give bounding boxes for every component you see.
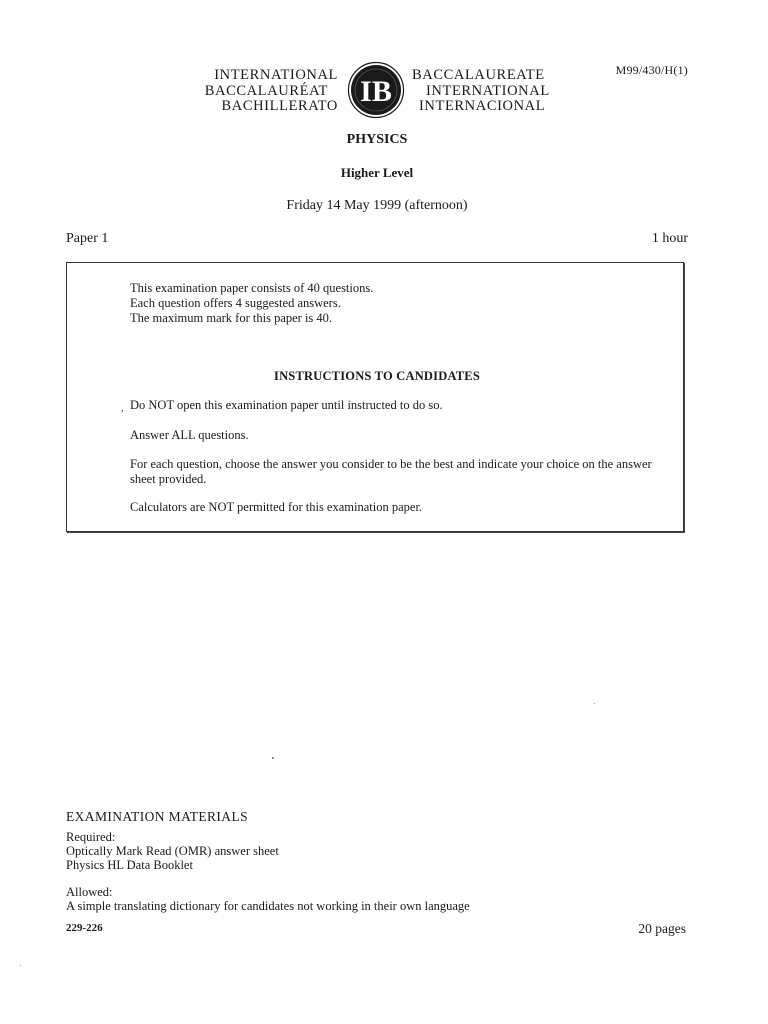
materials-label: Required:	[66, 830, 116, 844]
materials-item: A simple translating dictionary for candidates not working in their own language	[66, 899, 470, 913]
instruction-item: Answer ALL questions.	[130, 428, 249, 442]
header-right-line: INTERNACIONAL	[419, 98, 546, 114]
header-left-text	[190, 68, 338, 115]
header-left-line: INTERNATIONAL	[214, 67, 338, 83]
materials-required	[66, 830, 279, 872]
speck-mark	[20, 965, 21, 966]
paper-code: M99/430/H(1)	[615, 63, 688, 77]
ib-logo-icon	[347, 61, 405, 119]
stray-mark-icon: ,	[121, 403, 124, 414]
header-right-line: BACCALAUREATE	[412, 67, 545, 83]
instruction-item: For each question, choose the answer you consider to be the best and indicate your choice on the answer sheet provided.	[130, 457, 652, 486]
header-left-line: BACCALAURÉAT	[204, 82, 328, 99]
materials-allowed	[66, 885, 470, 913]
paper-name: Paper 1	[66, 231, 109, 246]
page-count: 20 pages	[638, 921, 686, 936]
header-right-text	[412, 68, 572, 115]
header-left-line: BACHILLERATO	[221, 98, 338, 114]
materials-item: Optically Mark Read (OMR) answer sheet	[66, 844, 279, 858]
instructions-title: INSTRUCTIONS TO CANDIDATES	[274, 369, 480, 383]
intro-line: Each question offers 4 suggested answers.	[130, 296, 341, 310]
instruction-item: Calculators are NOT permitted for this examination paper.	[130, 500, 423, 514]
speck-mark	[272, 757, 274, 759]
materials-item: Physics HL Data Booklet	[66, 858, 193, 872]
header-right-line: INTERNATIONAL	[426, 82, 550, 99]
exam-date: Friday 14 May 1999 (afternoon)	[286, 198, 468, 213]
materials-label: Allowed:	[66, 885, 113, 899]
intro-line: The maximum mark for this paper is 40.	[130, 311, 333, 325]
subject-title: PHYSICS	[346, 132, 408, 147]
instruction-item: Do NOT open this examination paper until instructed to do so.	[130, 398, 443, 412]
intro-text	[130, 281, 373, 326]
materials-title: EXAMINATION MATERIALS	[66, 809, 249, 824]
intro-line: This examination paper consists of 40 questions.	[130, 281, 374, 295]
document-number: 229-226	[66, 922, 103, 934]
level-title: Higher Level	[340, 165, 414, 180]
paper-duration: 1 hour	[651, 231, 688, 246]
speck-mark	[594, 703, 595, 704]
logo-text: IB	[360, 75, 392, 108]
